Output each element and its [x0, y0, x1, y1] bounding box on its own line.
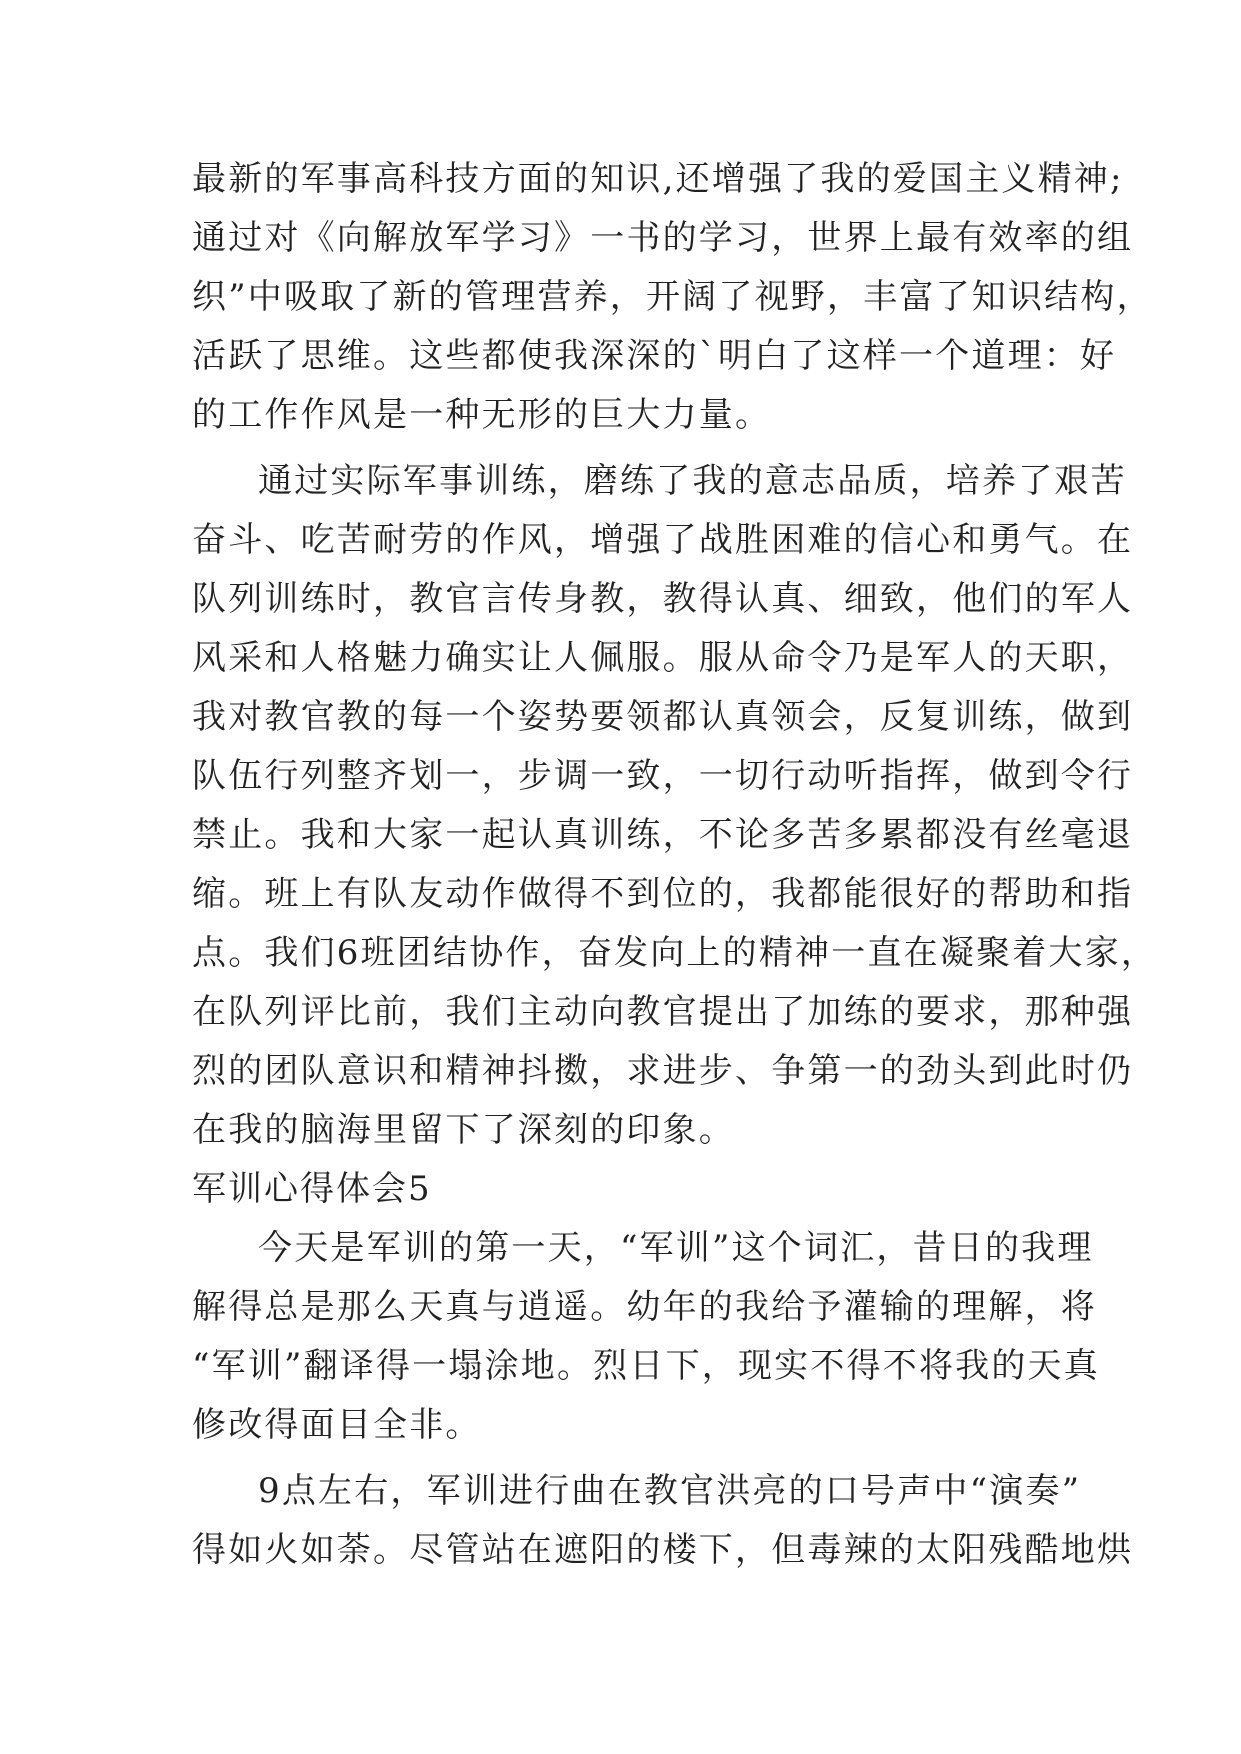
paragraph-1: [192, 150, 1153, 445]
text-line: 修改得面目全非。: [192, 1405, 482, 1445]
text-line: 在我的脑海里留下了深刻的印象。: [192, 1110, 735, 1150]
text-line: 今天是军训的第一天，“军训”这个词汇，昔日的我理: [258, 1228, 1094, 1268]
text-line: 解得总是那么天真与逍遥。幼年的我给予灌输的理解，将: [192, 1287, 1097, 1327]
text-line: 缩。班上有队友动作做得不到位的，我都能很好的帮助和指: [192, 874, 1134, 914]
text-line: 禁止。我和大家一起认真训练，不论多苦多累都没有丝毫退: [192, 815, 1134, 855]
text-line: 我对教官教的每一个姿势要领都认真领会，反复训练，做到: [192, 697, 1134, 737]
text-line: 在队列评比前，我们主动向教官提出了加练的要求，那种强: [192, 992, 1134, 1032]
text-line: 烈的团队意识和精神抖擞，求进步、争第一的劲头到此时仍: [192, 1051, 1134, 1091]
text-line: 的工作作风是一种无形的巨大力量。: [192, 395, 772, 435]
text-line: 织”中吸取了新的管理营养，开阔了视野，丰富了知识结构，: [192, 277, 1153, 317]
text-line: 风采和人格魅力确实让人佩服。服从命令乃是军人的天职，: [192, 638, 1134, 678]
text-line: 活跃了思维。这些都使我深深的`明白了这样一个道理：好: [192, 336, 1117, 376]
document-body: [192, 150, 1158, 1580]
paragraph-4: [192, 1462, 1134, 1580]
section-heading: 军训心得体会5: [192, 1169, 432, 1209]
paragraph-3: [192, 1219, 1100, 1455]
text-line: 点。我们6班团结协作，奋发向上的精神一直在凝聚着大家，: [192, 933, 1158, 973]
text-line: 得如火如荼。尽管站在遮阳的楼下，但毒辣的太阳残酷地烘: [192, 1530, 1134, 1570]
text-line: 奋斗、吃苦耐劳的作风，增强了战胜困难的信心和勇气。在: [192, 520, 1134, 560]
text-line: 通过对《向解放军学习》一书的学习，世界上最有效率的组: [192, 218, 1134, 258]
text-line: 队列训练时，教官言传身教，教得认真、细致，他们的军人: [192, 579, 1134, 619]
paragraph-2: [192, 452, 1158, 1160]
text-line: 通过实际军事训练，磨练了我的意志品质，培养了艰苦: [258, 461, 1127, 501]
text-line: 9点左右，军训进行曲在教官洪亮的口号声中“演奏”: [258, 1471, 1082, 1511]
text-line: 队伍行列整齐划一，步调一致，一切行动听指挥，做到令行: [192, 756, 1134, 796]
text-line: 最新的军事高科技方面的知识,还增强了我的爱国主义精神;: [192, 159, 1124, 199]
text-line: “军训”翻译得一塌涂地。烈日下，现实不得不将我的天真: [192, 1346, 1100, 1386]
